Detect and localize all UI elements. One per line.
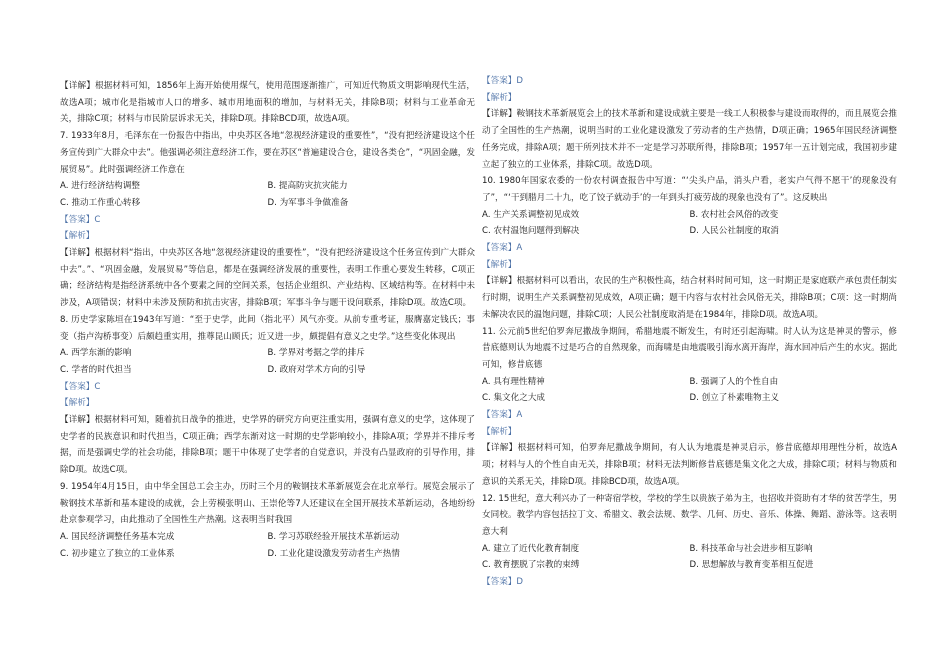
q12-option-c: C. 教育摆脱了宗教的束缚	[482, 560, 580, 571]
q11-option-a: A. 具有理性精神	[482, 376, 545, 387]
question-12: 12. 15世纪，意大利兴办了一种寄宿学校，学校的学生以贵族子弟为主，也招收并资助有才华的贫苦学生，男女同校。教学内容包括拉丁文、希腊文、教会法规、数学、几何、历史、音乐、体操、舞蹈、游泳等。这表明意大利	[482, 493, 897, 537]
question-10: 10. 1980年国家农委的一份农村调查报告中写道：“‘尖头户品，消头户看，老实户气得不愿干’的现象没有了”，“‘干到腊月二十九，吃了饺子就动手’的一年到头打疲劳战的现象也没有了”。这反映出	[482, 176, 897, 203]
q10-answer: 【答案】A	[482, 243, 523, 254]
question-7: 7. 1933年8月，毛泽东在一份报告中指出，中央苏区各地“忽视经济建设的重要性”，“没有把经济建设这个任务宣传到广大群众中去”。他强调必须注意经济工作，要在苏区“普遍建设合仓，建设各类仓”，“巩固金融，发展贸易”。此时强调经济工作意在	[60, 131, 475, 175]
q11-analysis-label: 【解析】	[482, 426, 517, 437]
q12-option-a: A. 建立了近代化教育制度	[482, 543, 580, 554]
q10-option-d: D. 人民公社制度的取消	[689, 226, 779, 237]
q9-option-a: A. 国民经济调整任务基本完成	[60, 531, 175, 542]
q11-option-c: C. 集文化之大成	[482, 393, 546, 404]
q12-option-d: D. 思想解放与教育变革相互促进	[689, 560, 814, 571]
q9-analysis-label: 【解析】	[482, 92, 517, 103]
q8-option-a: A. 西学东渐的影响	[60, 348, 132, 359]
q8-option-b: B. 学界对考据之学的排斥	[267, 348, 365, 359]
left-column	[60, 78, 475, 562]
question-11: 11. 公元前5世纪伯罗奔尼撒战争期间，希腊地震不断发生，有时还引起海啸。时人认为这是神灵的警示，修昔底德则认为地震不过是巧合的自然现象，而海啸是由地震吸引海水离开海岸，海水回冲后产生的水灾。据此可知，修昔底德	[482, 326, 897, 370]
q8-analysis-label: 【解析】	[60, 398, 95, 409]
q10-option-c: C. 农村温饱问题得到解决	[482, 226, 580, 237]
question-9: 9. 1954年4月15日，由中华全国总工会主办，历时三个月的鞍钢技术革新展览会在北京举行。展览会展示了鞍钢技术革新和基本建设的成就，会上劳模张明山、王崇伦等7人还建议在全国开展技术革新运动，各地纷纷赴京参观学习，由此推动了全国性生产热潮。这表明当时我国	[60, 481, 475, 526]
q7-option-c: C. 推动工作重心转移	[60, 197, 141, 208]
q11-option-d: D. 创立了朴素唯物主义	[689, 393, 779, 404]
q10-option-a: A. 生产关系调整初见成效	[482, 209, 580, 220]
q10-detail: 【详解】根据材料可以看出，农民的生产积极性高，结合材料时间可知，这一时期正是家庭联产承包责任制实行时期，说明生产关系调整初见成效，A项正确；题干内容与农村社会风俗无关，排除B项；C项：这一时期尚未解决农民的温饱问题，排除C项；人民公社制度取消是在1984年，排除D项。故选A项。	[482, 276, 897, 320]
q12-answer: 【答案】D	[482, 577, 523, 588]
q11-options	[482, 374, 897, 407]
q8-options	[60, 345, 475, 378]
q8-option-c: C. 学者的时代担当	[60, 364, 132, 375]
question-8: 8. 历史学家陈垣在1943年写道：“至于史学，此间（指北平）风气亦变。从前专重考证，服膺嘉定钱氏；事变（指卢沟桥事变）后颇趋重实用，推尊昆山顾氏；近又进一步，颇提倡有意义之史学。”这些变化体现出	[60, 314, 475, 342]
q6-detail: 【详解】根据材料可知，1856年上海开始使用煤气，使用范围逐渐推广，可知近代物质文明影响现代生活，故选A项；城市化是指城市人口的增多、城市用地面积的增加，与材料无关，排除B项；材料与工业革命无关，排除C项；材料与市民阶层诉求无关，排除D项。排除BCD项，故选A项。	[60, 81, 475, 125]
q9-option-b: B. 学习苏联经验开展技术革新运动	[267, 531, 400, 542]
q7-detail: 【详解】根据材料“指出，中央苏区各地“忽视经济建设的重要性”，“没有把经济建设这个任务宣传到广大群众中去”。”、“巩固金融，发展贸易”等信息，都是在强调经济发展的重要性，表明工作重心要发生转移，C项正确；经济结构是指经济系统中各个要素之间的空间关系，包括企业组织、产业结构、区域结构等。在材料中未涉及，A项错误；材料中未涉及预防和抗击灾害，排除B项；军事斗争与题干设问联系，排除D项。故选C项。	[60, 248, 475, 309]
q7-option-a: A. 进行经济结构调整	[60, 181, 140, 192]
q7-answer: 【答案】C	[60, 214, 101, 225]
q7-analysis-label: 【解析】	[60, 231, 95, 242]
q7-options	[60, 178, 475, 211]
right-column	[482, 73, 897, 591]
q12-option-b: B. 科技革命与社会进步相互影响	[689, 543, 813, 554]
q9-detail: 【详解】鞍钢技术革新展览会上的技术革新和建设成就主要是一线工人积极参与建设而取得的，而且展览会推动了全国性的生产热潮，说明当时的工业化建设激发了劳动者的生产热情，D项正确；1965年国民经济调整任务完成，排除A项；题干所列技术并不一定是学习苏联所得，排除B项；1957年一五计划完成，我国初步建立起了独立的工业体系，排除C项。故选D项。	[482, 109, 897, 170]
q11-detail: 【详解】根据材料可知，伯罗奔尼撒战争期间，有人认为地震是神灵启示，修昔底德却用理性分析，故选A项；材料与人的个性自由无关，排除B项；材料无法判断修昔底德是集文化之大成，排除C项；材料与物质和意识的关系无关，排除D项。排除BCD项，故选A项。	[482, 443, 897, 487]
q7-option-d: D. 为军事斗争做准备	[267, 197, 349, 208]
q8-option-d: D. 政府对学术方向的引导	[267, 364, 366, 375]
q10-options	[482, 207, 897, 240]
q9-option-c: C. 初步建立了独立的工业体系	[60, 548, 175, 559]
q9-option-d: D. 工业化建设激发劳动者生产热情	[267, 548, 400, 559]
q10-analysis-label: 【解析】	[482, 259, 517, 270]
q11-answer: 【答案】A	[482, 410, 523, 421]
q10-option-b: B. 农村社会风俗的改变	[689, 209, 779, 220]
q12-options	[482, 541, 897, 574]
q9-options	[60, 529, 475, 562]
q8-answer: 【答案】C	[60, 381, 101, 392]
q7-option-b: B. 提高防灾抗灾能力	[267, 181, 348, 192]
q8-detail: 【详解】根据材料可知，随着抗日战争的推进，史学界的研究方向更注重实用，强调有意义的史学，这体现了史学者的民族意识和时代担当，C项正确；西学东渐对这一时期的史学影响较小，排除A项；学界并不排斥考据，而是强调史学的社会功能，排除B项；题干中体现了史学者的自觉意识，并没有凸显政府的引导作用，排除D项。故选C项。	[60, 415, 475, 476]
q9-answer: 【答案】D	[482, 76, 523, 86]
q11-option-b: B. 强调了人的个性自由	[689, 376, 779, 387]
